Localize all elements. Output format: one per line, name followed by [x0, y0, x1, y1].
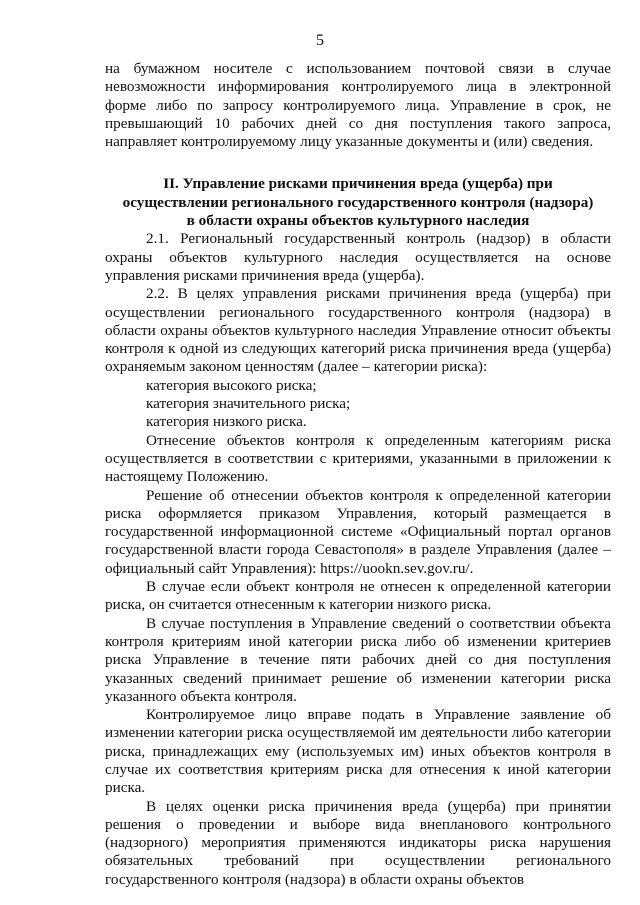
section-title-line: в области охраны объектов культурного наследия	[186, 212, 530, 230]
section-title-line: II. Управление рисками причинения вреда (ущерба) при	[163, 175, 553, 193]
risk-category-low: категория низкого риска.	[146, 413, 307, 431]
paragraph-assignment: Отнесение объектов контроля к определенным категориям риска осуществляется в соответствии с критериями, указанными в приложении к настоящему Положению.	[105, 431, 611, 486]
section-title-line: осуществлении регионального государственного контроля (надзора)	[122, 193, 594, 211]
paragraph-2-1: 2.1. Региональный государственный контроль (надзор) в области охраны объектов культурного наследия осуществляется на основе управления рисками причинения вреда (ущерба).	[105, 230, 611, 284]
risk-category-high: категория высокого риска;	[146, 376, 317, 394]
paragraph-decision: Решение об отнесении объектов контроля к определенной категории риска оформляется приказом Управления, который размещается в государственной информационной системе «Официальный портал органов государственной власти города Севастополя» в разделе Управления (далее – официальный сайт Управления): https://uookn.sev.gov.ru/.	[105, 486, 611, 577]
section-title	[105, 175, 611, 230]
paragraph-2-2: 2.2. В целях управления рисками причинения вреда (ущерба) при осуществлении регионального государственного контроля (надзора) в области охраны объектов культурного наследия Управление относит объекты контроля к одной из следующих категорий риска причинения вреда (ущерба) охраняемым законом ценностям (далее – категории риска):	[105, 285, 611, 376]
page-number: 5	[316, 32, 324, 49]
paragraph-continuation: на бумажном носителе с использованием почтовой связи в случае невозможности информирования контролируемого лица в электронной форме либо по запросу контролируемого лица. Управление в срок, не превышающий 10 рабочих дней со дня поступления такого запроса, направляет контролируемому лицу указанные документы и (или) сведения.	[105, 60, 611, 151]
risk-category-significant: категория значительного риска;	[146, 395, 351, 413]
paragraph-evaluation: В целях оценки риска причинения вреда (ущерба) при принятии решения о проведении и выборе вида внепланового контрольного (надзорного) мероприятия применяются индикаторы риска нарушения обязательных требований при осуществлении регионального государственного контроля (надзора) в области охраны объектов	[105, 797, 611, 888]
paragraph-controlled-person: Контролируемое лицо вправе подать в Управление заявление об изменении категории риска осуществляемой им деятельности либо категории риска, принадлежащих ему (используемых им) иных объектов контроля в случае их соответствия критериям риска для отнесения к иной категории риска.	[105, 706, 611, 797]
document-body	[105, 60, 611, 889]
paragraph-info-received: В случае поступления в Управление сведений о соответствии объекта контроля критериям иной категории риска либо об изменении критериев риска Управление в течение пяти рабочих дней со дня поступления указанных сведений принимает решение об изменении категории риска указанного объекта контроля.	[105, 614, 611, 705]
paragraph-not-assigned: В случае если объект контроля не отнесен к определенной категории риска, он считается отнесенным к категории низкого риска.	[105, 578, 611, 614]
